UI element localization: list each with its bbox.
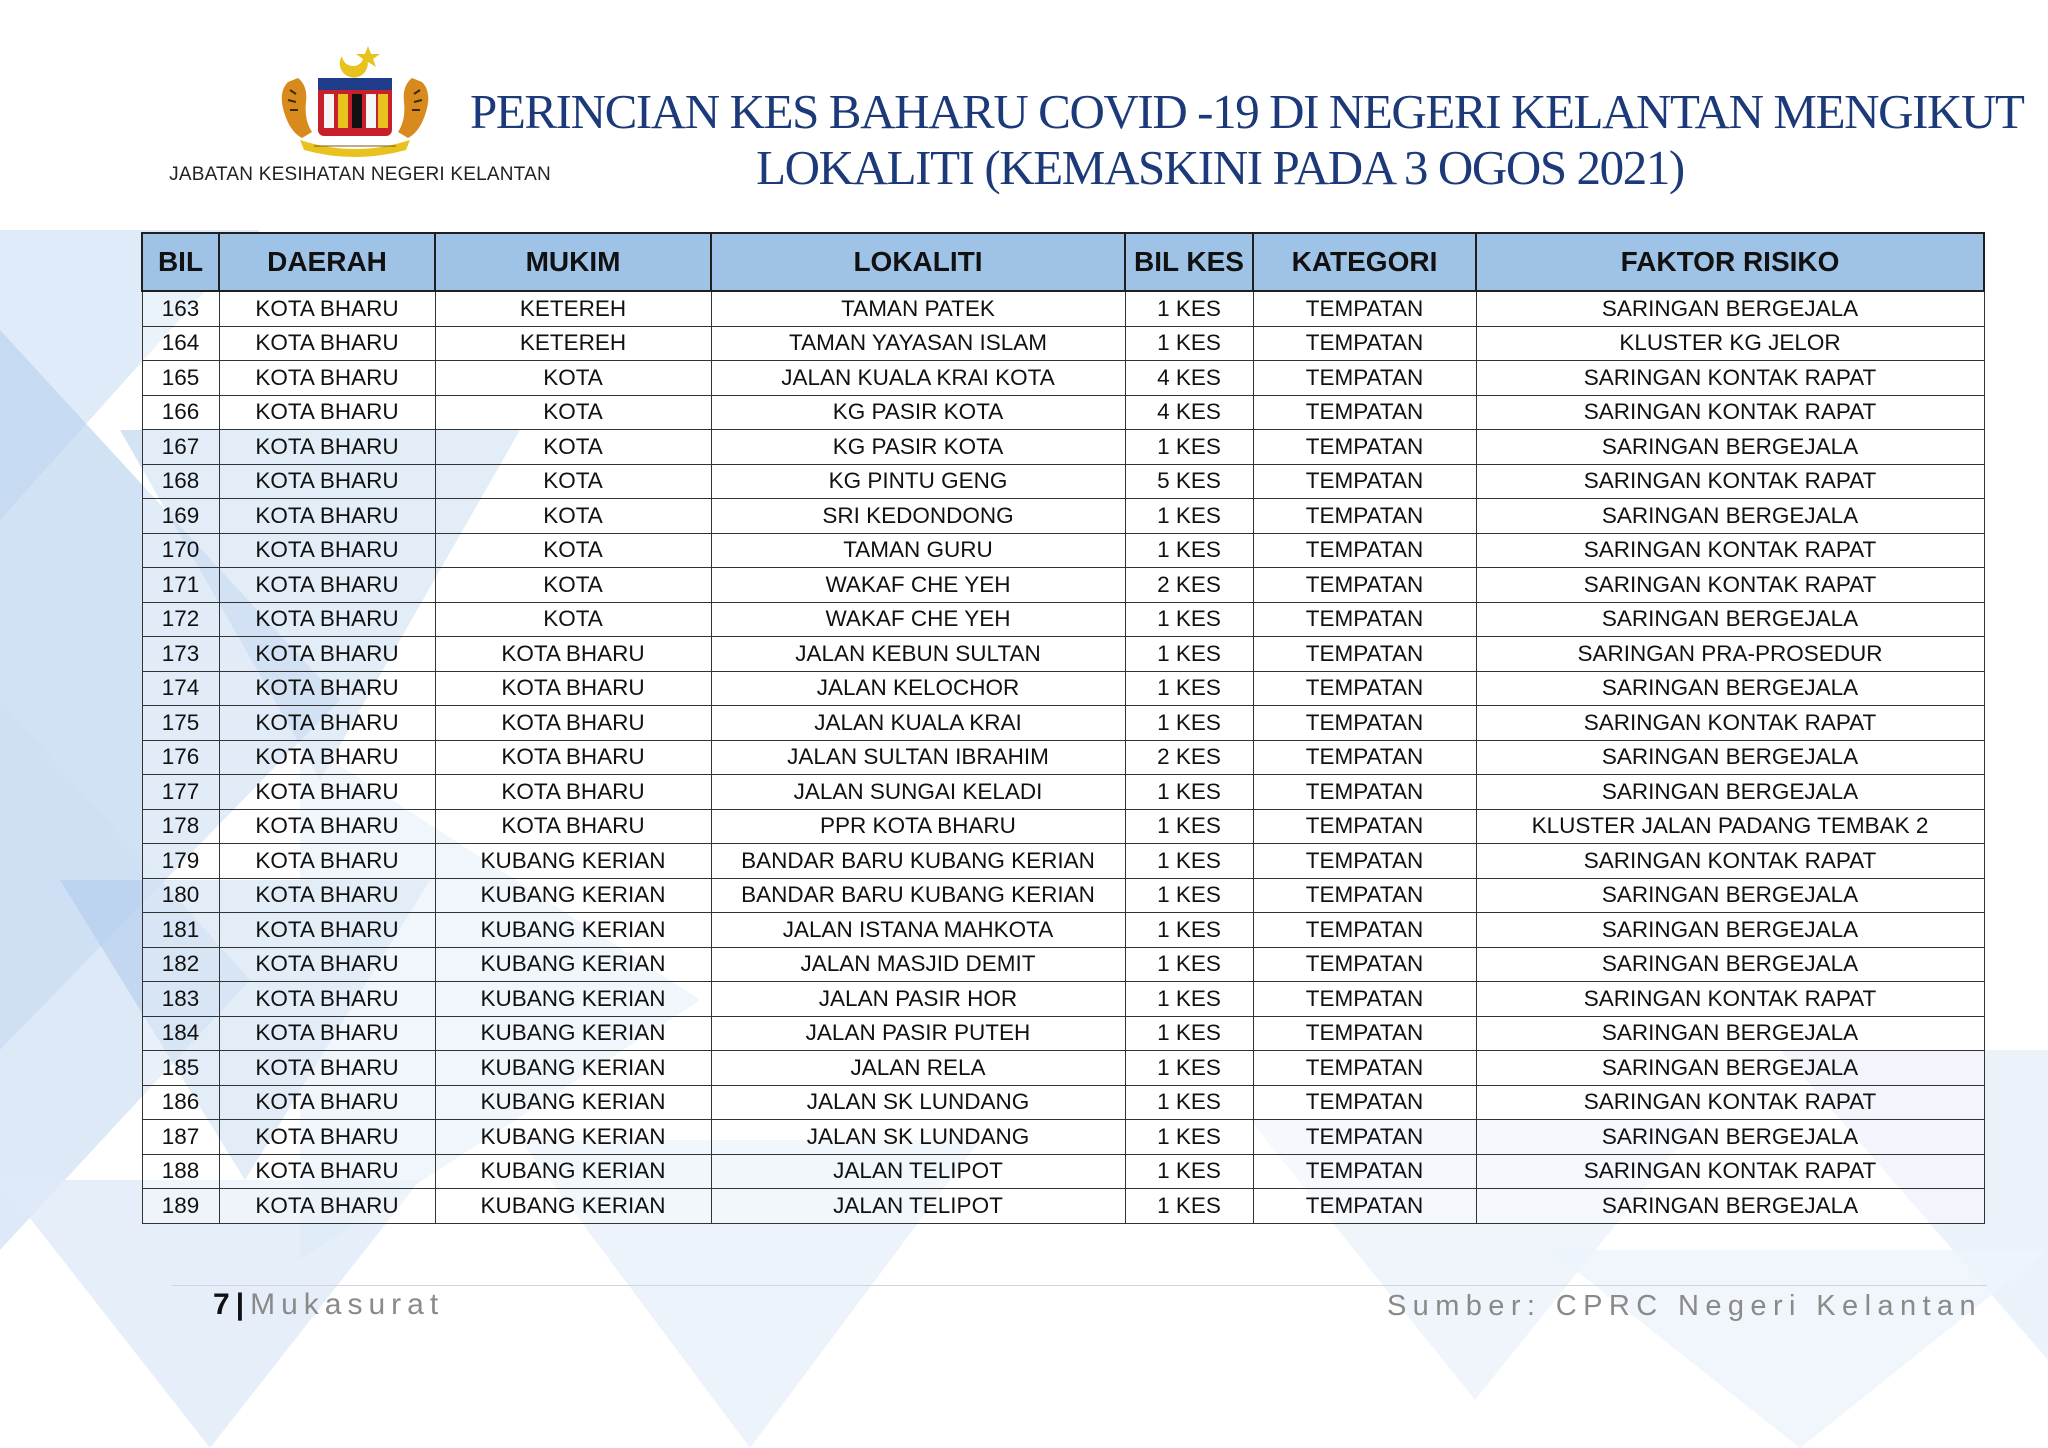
table-cell: 167 [142,430,219,465]
column-header: BIL [142,233,219,291]
table-cell: SRI KEDONDONG [711,499,1125,534]
table-cell: PPR KOTA BHARU [711,809,1125,844]
table-cell: KOTA BHARU [219,464,435,499]
table-cell: 1 KES [1125,1016,1253,1051]
table-cell: SARINGAN KONTAK RAPAT [1476,464,1984,499]
table-cell: TEMPATAN [1253,706,1476,741]
table-cell: 5 KES [1125,464,1253,499]
table-cell: SARINGAN BERGEJALA [1476,947,1984,982]
table-cell: KUBANG KERIAN [435,982,711,1017]
table-cell: SARINGAN BERGEJALA [1476,913,1984,948]
table-cell: KUBANG KERIAN [435,1085,711,1120]
table-cell: TEMPATAN [1253,533,1476,568]
table-cell: 1 KES [1125,913,1253,948]
table-row [142,464,1984,499]
table-cell: KOTA [435,499,711,534]
table-cell: KOTA BHARU [219,533,435,568]
table-cell: 165 [142,361,219,396]
table-cell: 1 KES [1125,1120,1253,1155]
table-cell: TEMPATAN [1253,878,1476,913]
table-cell: TEMPATAN [1253,464,1476,499]
table-cell: 1 KES [1125,430,1253,465]
table-row [142,568,1984,603]
table-cell: KOTA BHARU [219,291,435,326]
table-row [142,775,1984,810]
column-header: FAKTOR RISIKO [1476,233,1984,291]
column-header: LOKALITI [711,233,1125,291]
table-cell: 189 [142,1189,219,1224]
table-cell: WAKAF CHE YEH [711,568,1125,603]
table-cell: KOTA BHARU [219,1085,435,1120]
table-row [142,706,1984,741]
table-cell: JALAN PASIR PUTEH [711,1016,1125,1051]
table-cell: TEMPATAN [1253,844,1476,879]
table-cell: KOTA BHARU [219,844,435,879]
table-cell: TEMPATAN [1253,430,1476,465]
table-cell: SARINGAN KONTAK RAPAT [1476,568,1984,603]
table-cell: JALAN TELIPOT [711,1154,1125,1189]
table-cell: KOTA BHARU [219,499,435,534]
table-cell: 163 [142,291,219,326]
table-cell: KLUSTER KG JELOR [1476,326,1984,361]
table-cell: KG PASIR KOTA [711,430,1125,465]
table-cell: KG PINTU GENG [711,464,1125,499]
table-cell: JALAN KELOCHOR [711,671,1125,706]
page-separator: | [235,1288,245,1321]
table-cell: TAMAN YAYASAN ISLAM [711,326,1125,361]
table-cell: KOTA [435,361,711,396]
table-cell: TEMPATAN [1253,499,1476,534]
table-row [142,326,1984,361]
table-row [142,947,1984,982]
column-header: DAERAH [219,233,435,291]
table-cell: SARINGAN BERGEJALA [1476,775,1984,810]
table-cell: 164 [142,326,219,361]
table-cell: SARINGAN KONTAK RAPAT [1476,844,1984,879]
table-row [142,1016,1984,1051]
table-cell: 1 KES [1125,637,1253,672]
table-cell: 1 KES [1125,1051,1253,1086]
table-cell: TEMPATAN [1253,602,1476,637]
table-cell: 172 [142,602,219,637]
table-cell: 186 [142,1085,219,1120]
table-cell: JALAN KEBUN SULTAN [711,637,1125,672]
table-cell: 1 KES [1125,602,1253,637]
table-cell: JALAN KUALA KRAI [711,706,1125,741]
table-cell: 185 [142,1051,219,1086]
table-row [142,602,1984,637]
table-cell: TEMPATAN [1253,947,1476,982]
department-name: JABATAN KESIHATAN NEGERI KELANTAN [169,164,551,185]
table-cell: 1 KES [1125,326,1253,361]
table-cell: TEMPATAN [1253,1085,1476,1120]
table-cell: TEMPATAN [1253,637,1476,672]
table-cell: 1 KES [1125,878,1253,913]
table-cell: 4 KES [1125,361,1253,396]
table-row [142,361,1984,396]
table-cell: 181 [142,913,219,948]
table-cell: JALAN SK LUNDANG [711,1120,1125,1155]
table-cell: KOTA [435,533,711,568]
table-cell: 1 KES [1125,809,1253,844]
table-cell: TEMPATAN [1253,568,1476,603]
table-cell: 1 KES [1125,499,1253,534]
table-cell: KOTA [435,602,711,637]
table-cell: KOTA BHARU [219,1154,435,1189]
table-cell: 188 [142,1154,219,1189]
table-cell: 166 [142,395,219,430]
table-row [142,1085,1984,1120]
table-cell: SARINGAN KONTAK RAPAT [1476,1085,1984,1120]
table-header [142,233,1984,291]
column-header: KATEGORI [1253,233,1476,291]
table-row [142,913,1984,948]
table-cell: SARINGAN BERGEJALA [1476,499,1984,534]
table-row [142,878,1984,913]
table-cell: TEMPATAN [1253,982,1476,1017]
table-cell: 180 [142,878,219,913]
table-cell: 1 KES [1125,1154,1253,1189]
table-cell: 178 [142,809,219,844]
column-header: MUKIM [435,233,711,291]
table-cell: JALAN MASJID DEMIT [711,947,1125,982]
table-cell: 1 KES [1125,1085,1253,1120]
table-cell: JALAN TELIPOT [711,1189,1125,1224]
table-cell: 1 KES [1125,982,1253,1017]
table-cell: KUBANG KERIAN [435,1154,711,1189]
source-note: Sumber: CPRC Negeri Kelantan [1386,1290,1982,1322]
table-cell: KOTA [435,430,711,465]
table-cell: JALAN RELA [711,1051,1125,1086]
table-cell: KUBANG KERIAN [435,913,711,948]
table-cell: KOTA BHARU [435,740,711,775]
table-cell: 174 [142,671,219,706]
table-cell: KOTA [435,395,711,430]
footer-divider [172,1285,1987,1286]
table-cell: JALAN PASIR HOR [711,982,1125,1017]
table-cell: KOTA BHARU [435,637,711,672]
table-row [142,1154,1984,1189]
table-cell: BANDAR BARU KUBANG KERIAN [711,878,1125,913]
table-cell: JALAN ISTANA MAHKOTA [711,913,1125,948]
table-cell: SARINGAN KONTAK RAPAT [1476,533,1984,568]
table-row [142,1189,1984,1224]
table-cell: TEMPATAN [1253,1120,1476,1155]
table-cell: SARINGAN BERGEJALA [1476,1016,1984,1051]
table-cell: KOTA BHARU [219,878,435,913]
table-row [142,1120,1984,1155]
table-cell: SARINGAN BERGEJALA [1476,878,1984,913]
table-row [142,533,1984,568]
table-cell: KOTA BHARU [219,1120,435,1155]
coat-of-arms-logo [270,42,440,160]
table-cell: KETEREH [435,326,711,361]
table-cell: KUBANG KERIAN [435,1189,711,1224]
table-row [142,395,1984,430]
table-cell: 171 [142,568,219,603]
table-cell: KOTA BHARU [435,706,711,741]
table-cell: 1 KES [1125,1189,1253,1224]
table-cell: TEMPATAN [1253,1189,1476,1224]
cases-table [141,232,1985,1224]
table-cell: KOTA BHARU [219,1051,435,1086]
table-cell: 1 KES [1125,947,1253,982]
table-cell: TEMPATAN [1253,913,1476,948]
table-cell: TEMPATAN [1253,361,1476,396]
table-cell: KUBANG KERIAN [435,844,711,879]
table-cell: KUBANG KERIAN [435,1051,711,1086]
page-label: Mukasurat [250,1288,445,1321]
table-cell: KOTA BHARU [219,740,435,775]
table-cell: SARINGAN KONTAK RAPAT [1476,1154,1984,1189]
table-cell: SARINGAN BERGEJALA [1476,1189,1984,1224]
table-cell: KUBANG KERIAN [435,947,711,982]
table-cell: TEMPATAN [1253,809,1476,844]
table-cell: 187 [142,1120,219,1155]
table-cell: KUBANG KERIAN [435,1016,711,1051]
table-cell: KOTA BHARU [435,809,711,844]
table-cell: 168 [142,464,219,499]
table-cell: SARINGAN BERGEJALA [1476,291,1984,326]
table-row [142,844,1984,879]
table-cell: KUBANG KERIAN [435,1120,711,1155]
table-row [142,809,1984,844]
table-cell: KOTA [435,568,711,603]
table-cell: TEMPATAN [1253,1016,1476,1051]
table-cell: TEMPATAN [1253,395,1476,430]
title-line-1: PERINCIAN KES BAHARU COVID -19 DI NEGERI KELANTAN MENGIKUT [470,84,2024,139]
table-cell: 2 KES [1125,568,1253,603]
table-cell: KOTA BHARU [219,568,435,603]
table-cell: SARINGAN BERGEJALA [1476,671,1984,706]
table-cell: KOTA BHARU [219,809,435,844]
title-line-2: LOKALITI (KEMASKINI PADA 3 OGOS 2021) [756,140,1684,195]
table-cell: KOTA BHARU [219,1016,435,1051]
table-cell: KOTA BHARU [435,671,711,706]
table-cell: JALAN SK LUNDANG [711,1085,1125,1120]
table-cell: KLUSTER JALAN PADANG TEMBAK 2 [1476,809,1984,844]
table-cell: TEMPATAN [1253,1051,1476,1086]
table-row [142,499,1984,534]
table-cell: KUBANG KERIAN [435,878,711,913]
table-cell: 177 [142,775,219,810]
table-cell: 1 KES [1125,706,1253,741]
table-cell: SARINGAN KONTAK RAPAT [1476,395,1984,430]
table-cell: SARINGAN BERGEJALA [1476,740,1984,775]
table-cell: SARINGAN KONTAK RAPAT [1476,361,1984,396]
table-cell: 4 KES [1125,395,1253,430]
table-cell: TAMAN PATEK [711,291,1125,326]
page-title [470,84,2024,196]
table-cell: 1 KES [1125,844,1253,879]
table-row [142,291,1984,326]
table-cell: 1 KES [1125,671,1253,706]
table-cell: 179 [142,844,219,879]
table-cell: TEMPATAN [1253,291,1476,326]
table-cell: SARINGAN KONTAK RAPAT [1476,706,1984,741]
table-cell: KG PASIR KOTA [711,395,1125,430]
table-cell: 2 KES [1125,740,1253,775]
table-row [142,430,1984,465]
table-cell: 184 [142,1016,219,1051]
table-cell: 1 KES [1125,291,1253,326]
table-cell: JALAN SUNGAI KELADI [711,775,1125,810]
table-cell: KOTA BHARU [219,947,435,982]
table-cell: 175 [142,706,219,741]
table-cell: KOTA BHARU [219,913,435,948]
table-cell: JALAN KUALA KRAI KOTA [711,361,1125,396]
table-row [142,740,1984,775]
table-cell: TEMPATAN [1253,775,1476,810]
table-cell: 173 [142,637,219,672]
table-cell: 183 [142,982,219,1017]
table-cell: BANDAR BARU KUBANG KERIAN [711,844,1125,879]
table-cell: KOTA BHARU [219,430,435,465]
column-header: BIL KES [1125,233,1253,291]
table-cell: KETEREH [435,291,711,326]
table-cell: SARINGAN BERGEJALA [1476,1120,1984,1155]
table-cell: TEMPATAN [1253,326,1476,361]
table-cell: JALAN SULTAN IBRAHIM [711,740,1125,775]
table-cell: WAKAF CHE YEH [711,602,1125,637]
table-cell: KOTA [435,464,711,499]
page-number [213,1288,444,1322]
table-cell: KOTA BHARU [219,395,435,430]
table-cell: KOTA BHARU [219,326,435,361]
table-row [142,982,1984,1017]
table-cell: 1 KES [1125,775,1253,810]
table-cell: SARINGAN BERGEJALA [1476,602,1984,637]
table-cell: TEMPATAN [1253,740,1476,775]
table-cell: KOTA BHARU [219,982,435,1017]
table-cell: TAMAN GURU [711,533,1125,568]
table-cell: 170 [142,533,219,568]
table-cell: KOTA BHARU [219,775,435,810]
table-cell: KOTA BHARU [219,361,435,396]
table-cell: KOTA BHARU [219,706,435,741]
table-cell: KOTA BHARU [219,637,435,672]
table-cell: 176 [142,740,219,775]
table-cell: KOTA BHARU [435,775,711,810]
table-row [142,637,1984,672]
table-cell: SARINGAN KONTAK RAPAT [1476,982,1984,1017]
table-cell: SARINGAN BERGEJALA [1476,1051,1984,1086]
page-number-value: 7 [213,1288,230,1321]
table-cell: TEMPATAN [1253,1154,1476,1189]
table-cell: TEMPATAN [1253,671,1476,706]
table-cell: KOTA BHARU [219,602,435,637]
table-cell: 1 KES [1125,533,1253,568]
table-cell: 182 [142,947,219,982]
table-cell: KOTA BHARU [219,1189,435,1224]
table-body [142,291,1984,1223]
table-cell: KOTA BHARU [219,671,435,706]
table-row [142,671,1984,706]
table-cell: 169 [142,499,219,534]
table-cell: SARINGAN BERGEJALA [1476,430,1984,465]
table-cell: SARINGAN PRA-PROSEDUR [1476,637,1984,672]
table-row [142,1051,1984,1086]
